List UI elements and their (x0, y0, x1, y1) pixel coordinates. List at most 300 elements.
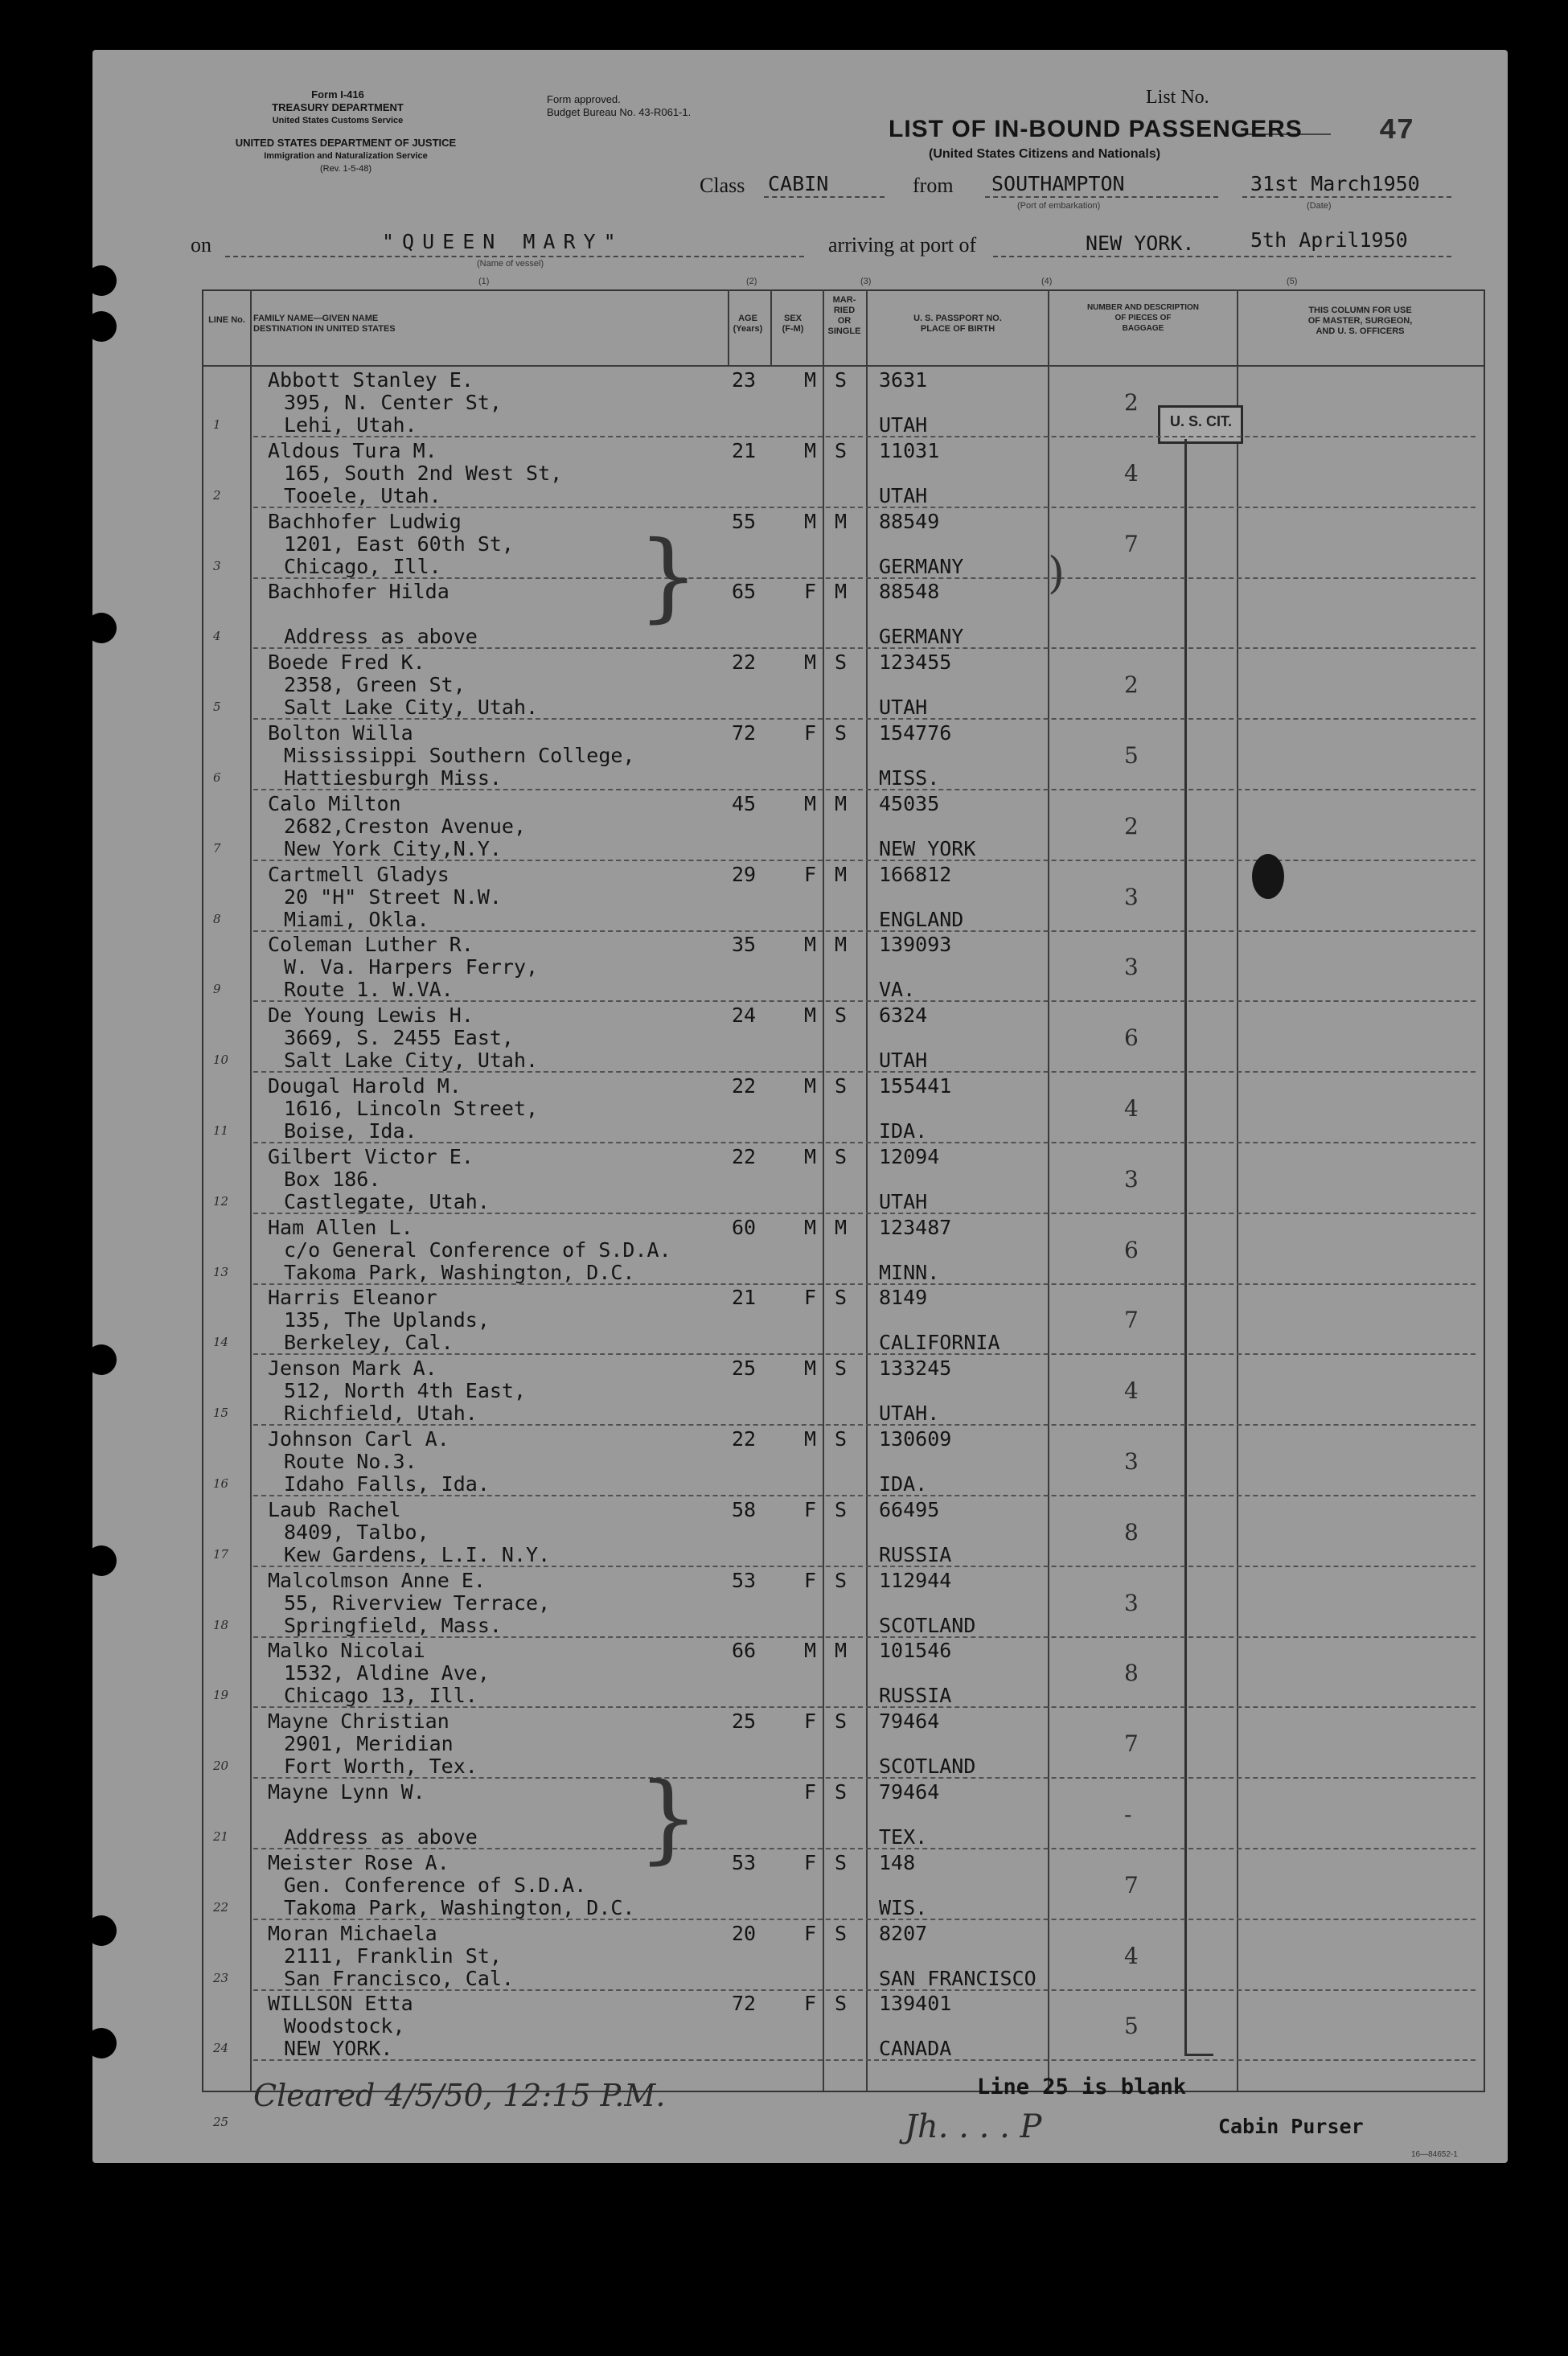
age: 22 (732, 651, 757, 675)
row-divider (253, 436, 1476, 437)
place-of-birth: VA. (879, 978, 916, 1002)
marital-status: S (835, 1286, 848, 1310)
age: 53 (732, 1850, 757, 1874)
passport-number: 112944 (879, 1568, 952, 1592)
line-number: 21 (213, 1829, 229, 1844)
family-bracket: } (638, 1763, 700, 1874)
passenger-name: Ham Allen L. (268, 1215, 413, 1239)
marital-status: S (835, 1710, 848, 1734)
address-line-2: Kew Gardens, L.I. N.Y. (284, 1542, 551, 1566)
row-divider (253, 1213, 1476, 1214)
place-of-birth: RUSSIA (879, 1542, 952, 1566)
line-number: 4 (213, 629, 221, 644)
passport-number: 154776 (879, 721, 952, 745)
passenger-name: Aldous Tura M. (268, 438, 437, 462)
sex: M (804, 1004, 817, 1028)
table-row (92, 439, 1476, 510)
header-age: AGE (Years) (733, 314, 763, 334)
row-divider (253, 1636, 1476, 1638)
sex: M (804, 1144, 817, 1168)
agency-block: UNITED STATES DEPARTMENT OF JUSTICE Immigration and Naturalization Service (Rev. 1-5-48) (235, 137, 457, 174)
passenger-name: Johnson Carl A. (268, 1427, 449, 1451)
row-divider (253, 1848, 1476, 1849)
place-of-birth: UTAH (879, 413, 928, 437)
address-line-1: 512, North 4th East, (284, 1379, 527, 1403)
table-row (92, 1427, 1476, 1498)
marital-status: S (835, 1780, 848, 1804)
table-row (92, 1498, 1476, 1569)
marital-status: S (835, 1497, 848, 1521)
marital-status: S (835, 1850, 848, 1874)
sex: M (804, 651, 817, 675)
sex: F (804, 1568, 817, 1592)
line-number: 20 (213, 1759, 229, 1774)
row-divider (253, 1283, 1476, 1285)
marital-status: S (835, 721, 848, 745)
place-of-birth: TEX. (879, 1825, 928, 1849)
sex: F (804, 1710, 817, 1734)
punch-hole (92, 265, 117, 296)
table-row (92, 721, 1476, 792)
line-number: 15 (213, 1406, 229, 1421)
departure-date: 31st March1950 (1250, 172, 1420, 195)
baggage-count: 3 (1124, 1165, 1139, 1192)
address-line-2: Chicago 13, Ill. (284, 1684, 478, 1708)
blank-line-note: Line 25 is blank (977, 2075, 1187, 2099)
address-line-1: 1616, Lincoln Street, (284, 1097, 539, 1120)
age: 22 (732, 1074, 757, 1098)
address-line-1: Gen. Conference of S.D.A. (284, 1873, 587, 1897)
age: 65 (732, 580, 757, 604)
baggage-count: 3 (1124, 1589, 1139, 1616)
column-number: (4) (1041, 277, 1053, 286)
baggage-count: 4 (1124, 1095, 1139, 1122)
passport-number: 79464 (879, 1710, 940, 1734)
age: 24 (732, 1004, 757, 1028)
passenger-name: Mayne Christian (268, 1710, 449, 1734)
sex: M (804, 509, 817, 533)
passport-number: 11031 (879, 438, 940, 462)
place-of-birth: IDA. (879, 1472, 928, 1496)
age: 29 (732, 862, 757, 886)
line-number: 24 (213, 2041, 229, 2056)
table-row (92, 580, 1476, 651)
address-line-2: Lehi, Utah. (284, 413, 417, 437)
marital-status: M (835, 509, 848, 533)
line-number: 2 (213, 487, 221, 503)
age: 58 (732, 1497, 757, 1521)
passport-number: 6324 (879, 1004, 928, 1028)
baggage-count: 3 (1124, 883, 1139, 910)
header-sex: SEX (F-M) (782, 314, 804, 334)
sex: F (804, 1992, 817, 2016)
passenger-name: Cartmell Gladys (268, 862, 449, 886)
place-of-birth: NEW YORK (879, 836, 976, 860)
passenger-name: Mayne Lynn W. (268, 1780, 425, 1804)
arriving-label: arriving at port of (828, 233, 977, 257)
age: 60 (732, 1215, 757, 1239)
line-number: 7 (213, 840, 221, 856)
table-row (92, 510, 1476, 581)
baggage-count: 7 (1124, 1730, 1139, 1758)
address-line-1: 1201, East 60th St, (284, 532, 514, 556)
row-divider (253, 789, 1476, 790)
passport-number: 139093 (879, 933, 952, 957)
header-officers: THIS COLUMN FOR USE OF MASTER, SURGEON, AND U. S. OFFICERS (1307, 306, 1413, 336)
passenger-name: Bachhofer Hilda (268, 580, 449, 604)
row-divider (253, 507, 1476, 508)
address-line-1: 55, Riverview Terrace, (284, 1591, 551, 1615)
passport-number: 166812 (879, 862, 952, 886)
marital-status: S (835, 651, 848, 675)
table-row (92, 1357, 1476, 1427)
row-divider (253, 1353, 1476, 1355)
table-row (92, 1851, 1476, 1922)
passenger-name: Coleman Luther R. (268, 933, 474, 957)
sex: F (804, 721, 817, 745)
address-line-2: NEW YORK. (284, 2037, 393, 2061)
passport-number: 130609 (879, 1427, 952, 1451)
address-line-1: 165, South 2nd West St, (284, 461, 563, 485)
address-line-2: Salt Lake City, Utah. (284, 1049, 539, 1073)
manifest-title: LIST OF IN-BOUND PASSENGERS (889, 116, 1303, 142)
address-line-1: Mississippi Southern College, (284, 744, 635, 767)
on-label: on (191, 233, 211, 257)
address-line-2: Route 1. W.VA. (284, 978, 454, 1002)
form-approved-note: Form approved. Budget Bureau No. 43-R061-1. (547, 93, 692, 118)
sex: F (804, 1921, 817, 1945)
baggage-count: 3 (1124, 954, 1139, 981)
address-line-1: 135, The Uplands, (284, 1308, 490, 1332)
marital-status: S (835, 368, 848, 392)
row-divider (253, 2059, 1476, 2061)
address-line-2: Springfield, Mass. (284, 1613, 502, 1637)
footer-line-number: 25 (213, 2115, 229, 2129)
purser-label: Cabin Purser (1218, 2115, 1364, 2138)
age: 22 (732, 1144, 757, 1168)
sex: F (804, 1780, 817, 1804)
column-number: (5) (1287, 277, 1298, 286)
table-row (92, 1074, 1476, 1145)
place-of-birth: WIS. (879, 1895, 928, 1919)
table-row (92, 1710, 1476, 1780)
address-line-2: Fort Worth, Tex. (284, 1755, 478, 1779)
row-divider (253, 577, 1476, 579)
place-of-birth: GERMANY (879, 554, 964, 578)
address-line-2: Miami, Okla. (284, 907, 429, 931)
ink-blot (1252, 854, 1284, 899)
address-line-1: Box 186. (284, 1167, 381, 1191)
line-number: 22 (213, 1899, 229, 1915)
passport-number: 8149 (879, 1286, 928, 1310)
sex: F (804, 1497, 817, 1521)
passport-number: 133245 (879, 1357, 952, 1381)
passport-number: 88548 (879, 580, 940, 604)
passport-number: 66495 (879, 1497, 940, 1521)
age: 23 (732, 368, 757, 392)
place-of-birth: CANADA (879, 2037, 952, 2061)
sex: M (804, 1357, 817, 1381)
age: 53 (732, 1568, 757, 1592)
sex: M (804, 791, 817, 815)
line-number: 14 (213, 1335, 229, 1350)
marital-status: S (835, 1427, 848, 1451)
passenger-name: Moran Michaela (268, 1921, 437, 1945)
sex: M (804, 438, 817, 462)
passenger-name: Bolton Willa (268, 721, 413, 745)
age: 72 (732, 1992, 757, 2016)
baggage-count: 6 (1124, 1024, 1139, 1052)
port-of-embarkation: SOUTHAMPTON (991, 172, 1125, 195)
marital-status: S (835, 1144, 848, 1168)
place-of-birth: UTAH (879, 1049, 928, 1073)
sex: M (804, 1427, 817, 1451)
baggage-count: 7 (1124, 1307, 1139, 1334)
address-line-1: Route No.3. (284, 1450, 417, 1473)
sex: F (804, 862, 817, 886)
row-divider (253, 930, 1476, 932)
row-divider (253, 1495, 1476, 1496)
address-line-1: Woodstock, (284, 2014, 405, 2038)
row-divider (253, 1777, 1476, 1779)
line-number: 23 (213, 1970, 229, 1985)
row-divider (253, 1989, 1476, 1991)
address-line-2: Chicago, Ill. (284, 554, 441, 578)
address-line-1: 2901, Meridian (284, 1732, 454, 1756)
row-divider (253, 1071, 1476, 1073)
arrival-port: NEW YORK. (1086, 232, 1195, 255)
place-of-birth: ENGLAND (879, 907, 964, 931)
baggage-count: 7 (1124, 530, 1139, 557)
passenger-name: WILLSON Etta (268, 1992, 413, 2016)
address-line-2: Address as above (284, 1825, 478, 1849)
baggage-count: 3 (1124, 1448, 1139, 1475)
place-of-birth: SCOTLAND (879, 1755, 976, 1779)
place-of-birth: UTAH (879, 696, 928, 720)
passport-number: 3631 (879, 368, 928, 392)
line-number: 9 (213, 982, 221, 997)
passenger-name: Meister Rose A. (268, 1850, 449, 1874)
address-line-2: Boise, Ida. (284, 1119, 417, 1143)
baggage-count: 8 (1124, 1518, 1139, 1545)
baggage-count: 6 (1124, 1236, 1139, 1263)
passport-number: 155441 (879, 1074, 952, 1098)
passenger-name: Gilbert Victor E. (268, 1144, 474, 1168)
header-married: MAR- RIED OR SINGLE (827, 295, 861, 336)
baggage-count: 4 (1124, 1377, 1139, 1405)
place-of-birth: RUSSIA (879, 1684, 952, 1708)
address-line-2: Berkeley, Cal. (284, 1331, 454, 1355)
line-number: 11 (213, 1123, 229, 1138)
line-number: 10 (213, 1053, 229, 1068)
table-row (92, 933, 1476, 1004)
column-number: (2) (746, 277, 757, 286)
row-divider (253, 1000, 1476, 1002)
address-line-2: Takoma Park, Washington, D.C. (284, 1260, 635, 1284)
table-row (92, 1286, 1476, 1357)
table-row (92, 1639, 1476, 1710)
arrival-date: 5th April1950 (1250, 228, 1408, 252)
table-row (92, 368, 1476, 439)
baggage-count: 7 (1124, 1871, 1139, 1898)
age: 25 (732, 1710, 757, 1734)
marital-status: S (835, 1568, 848, 1592)
vessel-caption: (Name of vessel) (477, 259, 544, 269)
address-line-2: Castlegate, Utah. (284, 1189, 490, 1213)
address-line-1: c/o General Conference of S.D.A. (284, 1238, 671, 1262)
passenger-name: Malcolmson Anne E. (268, 1568, 486, 1592)
header-line-no: LINE No. (208, 315, 245, 325)
place-of-birth: SCOTLAND (879, 1613, 976, 1637)
header-passport: U. S. PASSPORT NO. PLACE OF BIRTH (913, 314, 1002, 334)
row-divider (253, 718, 1476, 720)
address-line-2: New York City,N.Y. (284, 836, 502, 860)
row-divider (253, 1919, 1476, 1920)
marital-status: M (835, 1215, 848, 1239)
baggage-count: 4 (1124, 1942, 1139, 1969)
baggage-count: 4 (1124, 459, 1139, 486)
line-number: 8 (213, 911, 221, 926)
passport-number: 8207 (879, 1921, 928, 1945)
list-no-label: List No. (1146, 87, 1209, 108)
marital-status: S (835, 438, 848, 462)
baggage-count: 2 (1124, 671, 1139, 699)
marital-status: S (835, 1992, 848, 2016)
line-number: 16 (213, 1476, 229, 1491)
address-line-2: Salt Lake City, Utah. (284, 696, 539, 720)
age: 66 (732, 1639, 757, 1663)
line-number: 19 (213, 1688, 229, 1703)
marital-status: S (835, 1074, 848, 1098)
age: 21 (732, 1286, 757, 1310)
passenger-name: Dougal Harold M. (268, 1074, 462, 1098)
age: 45 (732, 791, 757, 815)
address-line-1: 2358, Green St, (284, 673, 466, 697)
address-line-1: 395, N. Center St, (284, 391, 502, 414)
from-label: from (913, 174, 954, 197)
sex: M (804, 933, 817, 957)
address-line-2: Hattiesburgh Miss. (284, 766, 502, 790)
row-divider (253, 647, 1476, 649)
passenger-name: Calo Milton (268, 791, 401, 815)
sex: F (804, 1850, 817, 1874)
vessel-name: "QUEEN MARY" (382, 230, 624, 253)
address-line-1: 3669, S. 2455 East, (284, 1026, 514, 1050)
place-of-birth: UTAH. (879, 1402, 940, 1426)
line-number: 6 (213, 770, 221, 785)
list-number: 47 (1379, 114, 1414, 147)
baggage-count: 5 (1124, 2013, 1139, 2040)
marital-status: M (835, 791, 848, 815)
baggage-count: 2 (1124, 812, 1139, 839)
table-row (92, 1780, 1476, 1851)
line-number: 3 (213, 558, 221, 573)
header-baggage: NUMBER AND DESCRIPTION OF PIECES OF BAGGAGE (1086, 303, 1200, 333)
row-divider (253, 860, 1476, 861)
passport-number: 123487 (879, 1215, 952, 1239)
line-number: 18 (213, 1617, 229, 1632)
address-line-1: 8409, Talbo, (284, 1520, 429, 1544)
header-name: FAMILY NAME—GIVEN NAME DESTINATION IN UNITED STATES (253, 314, 396, 334)
manifest-subtitle: (United States Citizens and Nationals) (929, 147, 1161, 161)
passport-number: 12094 (879, 1144, 940, 1168)
age: 25 (732, 1357, 757, 1381)
address-line-1: 1532, Aldine Ave, (284, 1661, 490, 1685)
marital-status: M (835, 862, 848, 886)
passenger-name: Boede Fred K. (268, 651, 425, 675)
address-line-1: 2682,Creston Avenue, (284, 814, 527, 838)
passenger-name: Malko Nicolai (268, 1639, 425, 1663)
column-number: (3) (860, 277, 872, 286)
address-line-2: Takoma Park, Washington, D.C. (284, 1895, 635, 1919)
passport-number: 148 (879, 1850, 916, 1874)
sex: M (804, 1215, 817, 1239)
place-of-birth: MISS. (879, 766, 940, 790)
line-number: 17 (213, 1546, 229, 1562)
marital-status: S (835, 1921, 848, 1945)
line-number: 13 (213, 1264, 229, 1279)
family-bracket: } (638, 521, 700, 633)
passport-number: 79464 (879, 1780, 940, 1804)
passport-number: 101546 (879, 1639, 952, 1663)
place-of-birth: UTAH (879, 483, 928, 507)
passport-number: 123455 (879, 651, 952, 675)
passport-number: 88549 (879, 509, 940, 533)
passenger-name: Bachhofer Ludwig (268, 509, 462, 533)
place-of-birth: GERMANY (879, 625, 964, 649)
line-number: 1 (213, 417, 221, 432)
marital-status: M (835, 1639, 848, 1663)
punch-hole (92, 311, 117, 342)
address-line-2: Idaho Falls, Ida. (284, 1472, 490, 1496)
baggage-count: 2 (1124, 389, 1139, 416)
port-caption: (Port of embarkation) (1017, 201, 1101, 211)
table-row (92, 792, 1476, 863)
baggage-count: - (1124, 1801, 1132, 1828)
sex: M (804, 1074, 817, 1098)
sex: M (804, 1639, 817, 1663)
date-caption: (Date) (1307, 201, 1332, 211)
age: 72 (732, 721, 757, 745)
passenger-name: Laub Rachel (268, 1497, 401, 1521)
place-of-birth: SAN FRANCISCO (879, 1966, 1036, 1990)
row-divider (253, 1424, 1476, 1426)
class-label: Class (700, 174, 745, 197)
place-of-birth: IDA. (879, 1119, 928, 1143)
baggage-bracket: ) (1048, 548, 1065, 598)
row-divider (253, 1566, 1476, 1567)
marital-status: S (835, 1004, 848, 1028)
line-number: 5 (213, 700, 221, 715)
manifest-sheet (92, 50, 1508, 2163)
address-line-2: Richfield, Utah. (284, 1402, 478, 1426)
table-row (92, 1569, 1476, 1640)
age: 35 (732, 933, 757, 957)
address-line-2: Address as above (284, 625, 478, 649)
address-line-2: San Francisco, Cal. (284, 1966, 514, 1990)
passport-number: 45035 (879, 791, 940, 815)
passport-number: 139401 (879, 1992, 952, 2016)
passenger-name: Harris Eleanor (268, 1286, 437, 1310)
form-code: 16—84652-1 (1411, 2150, 1458, 2159)
sex: F (804, 1286, 817, 1310)
table-row (92, 1004, 1476, 1074)
age: 21 (732, 438, 757, 462)
clearance-handwriting: Cleared 4/5/50, 12:15 P.M. (253, 2078, 666, 2113)
purser-signature: Jh. . . . P (905, 2108, 1042, 2145)
marital-status: S (835, 1357, 848, 1381)
table-row (92, 1216, 1476, 1287)
